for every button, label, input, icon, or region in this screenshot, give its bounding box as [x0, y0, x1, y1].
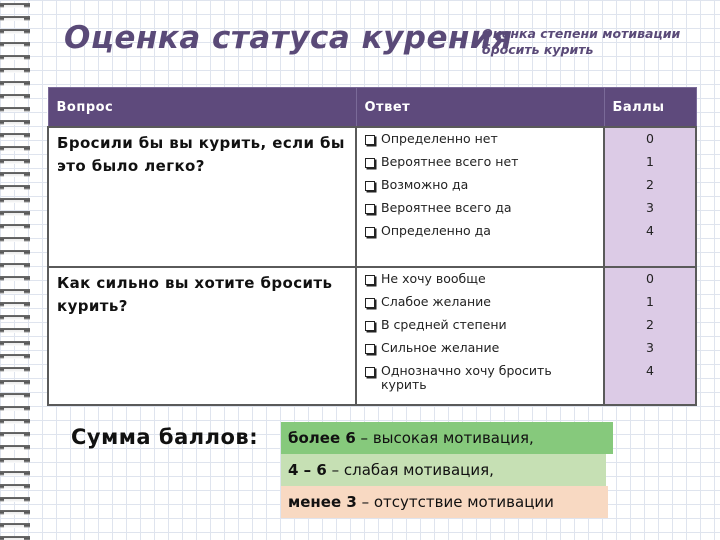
legend-range: более 6 [288, 429, 356, 447]
answer-label: Вероятнее всего да [381, 200, 512, 215]
page-title: Оценка статуса курения [64, 20, 513, 56]
answer-label: Однозначно хочу бросить курить [381, 363, 552, 392]
header-points: Баллы [604, 88, 696, 128]
question-cell: Как сильно вы хотите бросить курить? [48, 267, 356, 405]
table-header-row [48, 88, 696, 128]
point-value: 2 [646, 177, 654, 192]
answer-label: Слабое желание [381, 294, 491, 309]
answer-option [365, 295, 595, 318]
answer-label: В средней степени [381, 317, 507, 332]
answer-option [365, 178, 595, 201]
point-value: 0 [646, 131, 654, 146]
score-sum-label: Сумма баллов: [71, 425, 259, 449]
page-subtitle: Оценка степени мотивации бросить курить [482, 26, 681, 57]
point-value: 3 [646, 200, 654, 215]
legend-weak-motivation [281, 454, 606, 486]
question-cell: Бросили бы вы курить, если бы это было легко? [48, 127, 356, 267]
point-value: 0 [646, 271, 654, 286]
legend-range: менее 3 [288, 493, 357, 511]
points-cell [604, 127, 696, 267]
answer-option [365, 155, 595, 178]
checkbox-icon [365, 181, 375, 191]
questionnaire-table [47, 87, 697, 406]
answer-option [365, 272, 595, 295]
legend-text: – высокая мотивация, [355, 429, 534, 447]
checkbox-icon [365, 158, 375, 168]
point-value: 2 [646, 317, 654, 332]
notebook-spiral-binding [0, 0, 30, 540]
answer-option [365, 201, 595, 224]
answer-label: Не хочу вообще [381, 271, 486, 286]
answers-cell [356, 267, 604, 405]
score-legend [281, 422, 613, 518]
answer-label: Возможно да [381, 177, 469, 192]
table-row [48, 267, 696, 405]
legend-text: – отсутствие мотивации [356, 493, 554, 511]
checkbox-icon [365, 298, 375, 308]
answer-option [365, 341, 595, 364]
answer-label: Сильное желание [381, 340, 500, 355]
answers-cell [356, 127, 604, 267]
legend-text: – слабая мотивация, [326, 461, 494, 479]
checkbox-icon [365, 321, 375, 331]
checkbox-icon [365, 275, 375, 285]
answer-label: Определенно да [381, 223, 491, 238]
answer-option [365, 224, 595, 247]
checkbox-icon [365, 204, 375, 214]
legend-high-motivation [281, 422, 613, 454]
checkbox-icon [365, 135, 375, 145]
point-value: 4 [646, 363, 654, 378]
header-question: Вопрос [48, 88, 356, 128]
checkbox-icon [365, 227, 375, 237]
table-row [48, 127, 696, 267]
answer-option [365, 318, 595, 341]
answer-option [365, 364, 595, 398]
point-value: 1 [646, 154, 654, 169]
point-value: 4 [646, 223, 654, 238]
header-answer: Ответ [356, 88, 604, 128]
checkbox-icon [365, 344, 375, 354]
legend-no-motivation [281, 486, 608, 518]
legend-range: 4 – 6 [288, 461, 327, 479]
points-cell [604, 267, 696, 405]
point-value: 1 [646, 294, 654, 309]
answer-label: Определенно нет [381, 131, 498, 146]
checkbox-icon [365, 367, 375, 377]
answer-option [365, 132, 595, 155]
answer-label: Вероятнее всего нет [381, 154, 519, 169]
point-value: 3 [646, 340, 654, 355]
